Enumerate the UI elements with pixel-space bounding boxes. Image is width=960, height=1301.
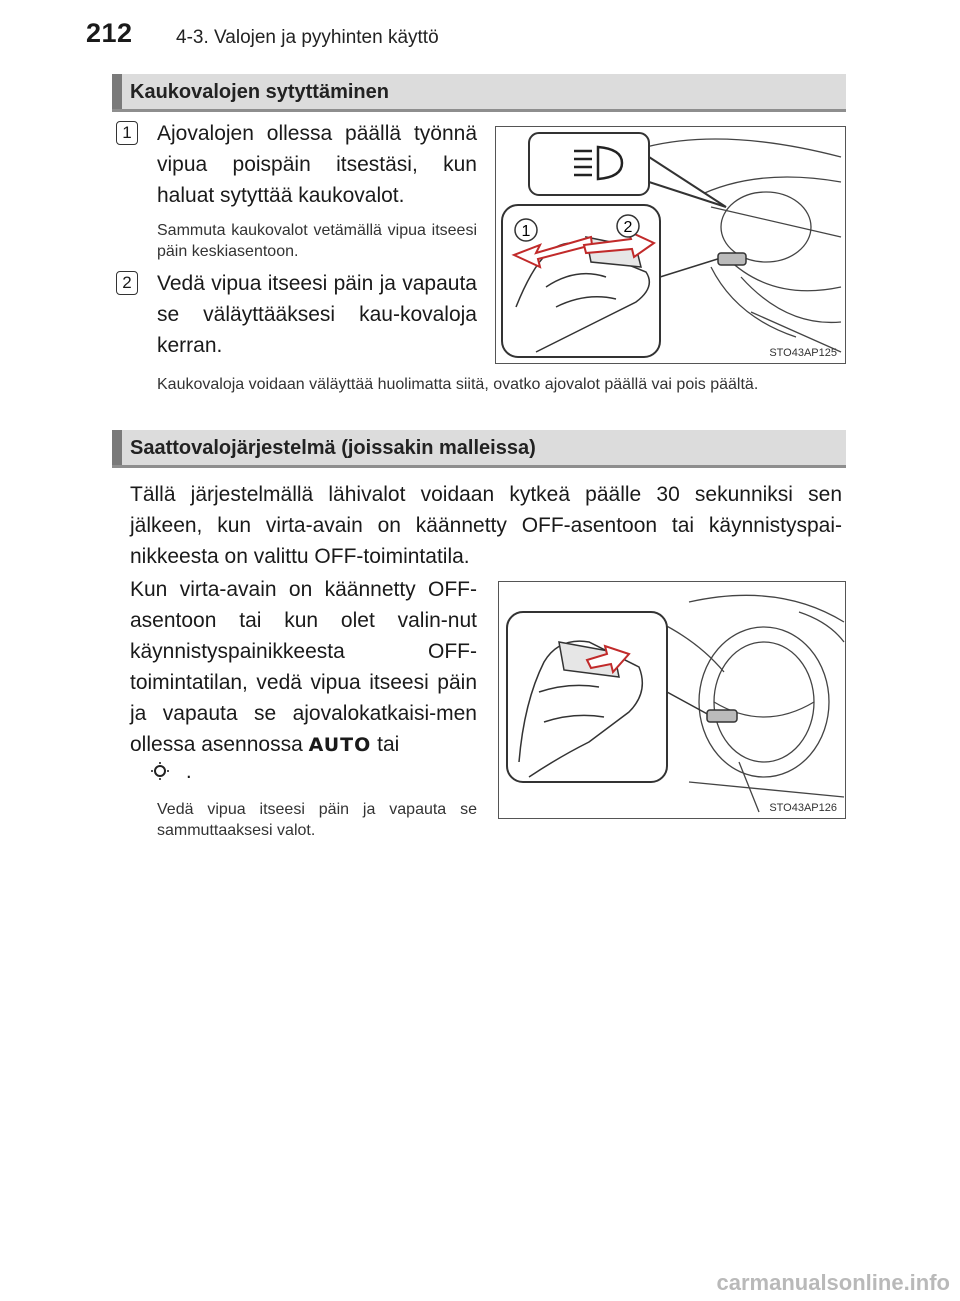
figure-follow-me-lever: [498, 581, 846, 819]
section-heading-high-beam: [112, 74, 846, 112]
side-light-position-icon: [150, 761, 170, 781]
section-accent: [112, 74, 122, 109]
instruction-period: .: [185, 760, 192, 783]
step-number-1: 1: [116, 121, 138, 145]
section-title: Kaukovalojen sytyttäminen: [130, 81, 389, 103]
figure-code: STO43AP126: [769, 802, 837, 814]
callout-2-label: 2: [623, 219, 633, 236]
figure-code: STO43AP125: [769, 347, 837, 359]
lever-illustration: [496, 127, 846, 364]
watermark: carmanualsonline.info: [716, 1270, 950, 1295]
section-heading-follow-me: [112, 430, 846, 468]
section-title: Saattovalojärjestelmä (joissakin malleissa): [130, 437, 536, 459]
follow-me-note: Vedä vipua itseesi päin ja vapauta se sammuttaaksesi valot.: [157, 801, 477, 839]
callout-1-label: 1: [521, 223, 531, 240]
high-beam-footnote: Kaukovaloja voidaan väläyttää huolimatta siitä, ovatko ajovalot päällä vai pois päältä.: [157, 376, 759, 393]
figure-high-beam-lever: [495, 126, 846, 364]
instruction-text: Kun virta-avain on käännetty OFF-asentoon tai kun olet valin-nut käynnistyspainikkeesta OFF-toimintatilan, vedä vipua itseesi päin ja vapauta se ajovalokatkaisi-men ollessa asennossa: [130, 578, 477, 756]
instruction-or: tai: [377, 733, 400, 756]
lever-illustration: [499, 582, 846, 819]
step-number-2: 2: [116, 271, 138, 295]
follow-me-intro: Tällä järjestelmällä lähivalot voidaan kytkeä päälle 30 sekunniksi sen jälkeen, kun virta-avain on käännetty OFF-asentoon tai käynnistyspai-nikkeesta on valittu OFF-toimintatila.: [130, 483, 842, 568]
step-1-text: Ajovalojen ollessa päällä työnnä vipua poispäin itsestäsi, kun haluat sytyttää kaukovalot.: [157, 122, 477, 207]
high-beam-indicator-icon: [529, 133, 726, 207]
instruction-end: [150, 760, 192, 784]
follow-me-instruction: [130, 574, 477, 761]
section-accent: [112, 430, 122, 465]
step-2-text: Vedä vipua itseesi päin ja vapauta se väläyttääksesi kau-kovaloja kerran.: [157, 272, 477, 357]
step-1-note: Sammuta kaukovalot vetämällä vipua itseesi päin keskiasentoon.: [157, 222, 477, 260]
chapter-title: 4-3. Valojen ja pyyhinten käyttö: [176, 27, 439, 48]
page-number: 212: [86, 18, 133, 48]
auto-position-icon: AUTO: [308, 734, 372, 756]
